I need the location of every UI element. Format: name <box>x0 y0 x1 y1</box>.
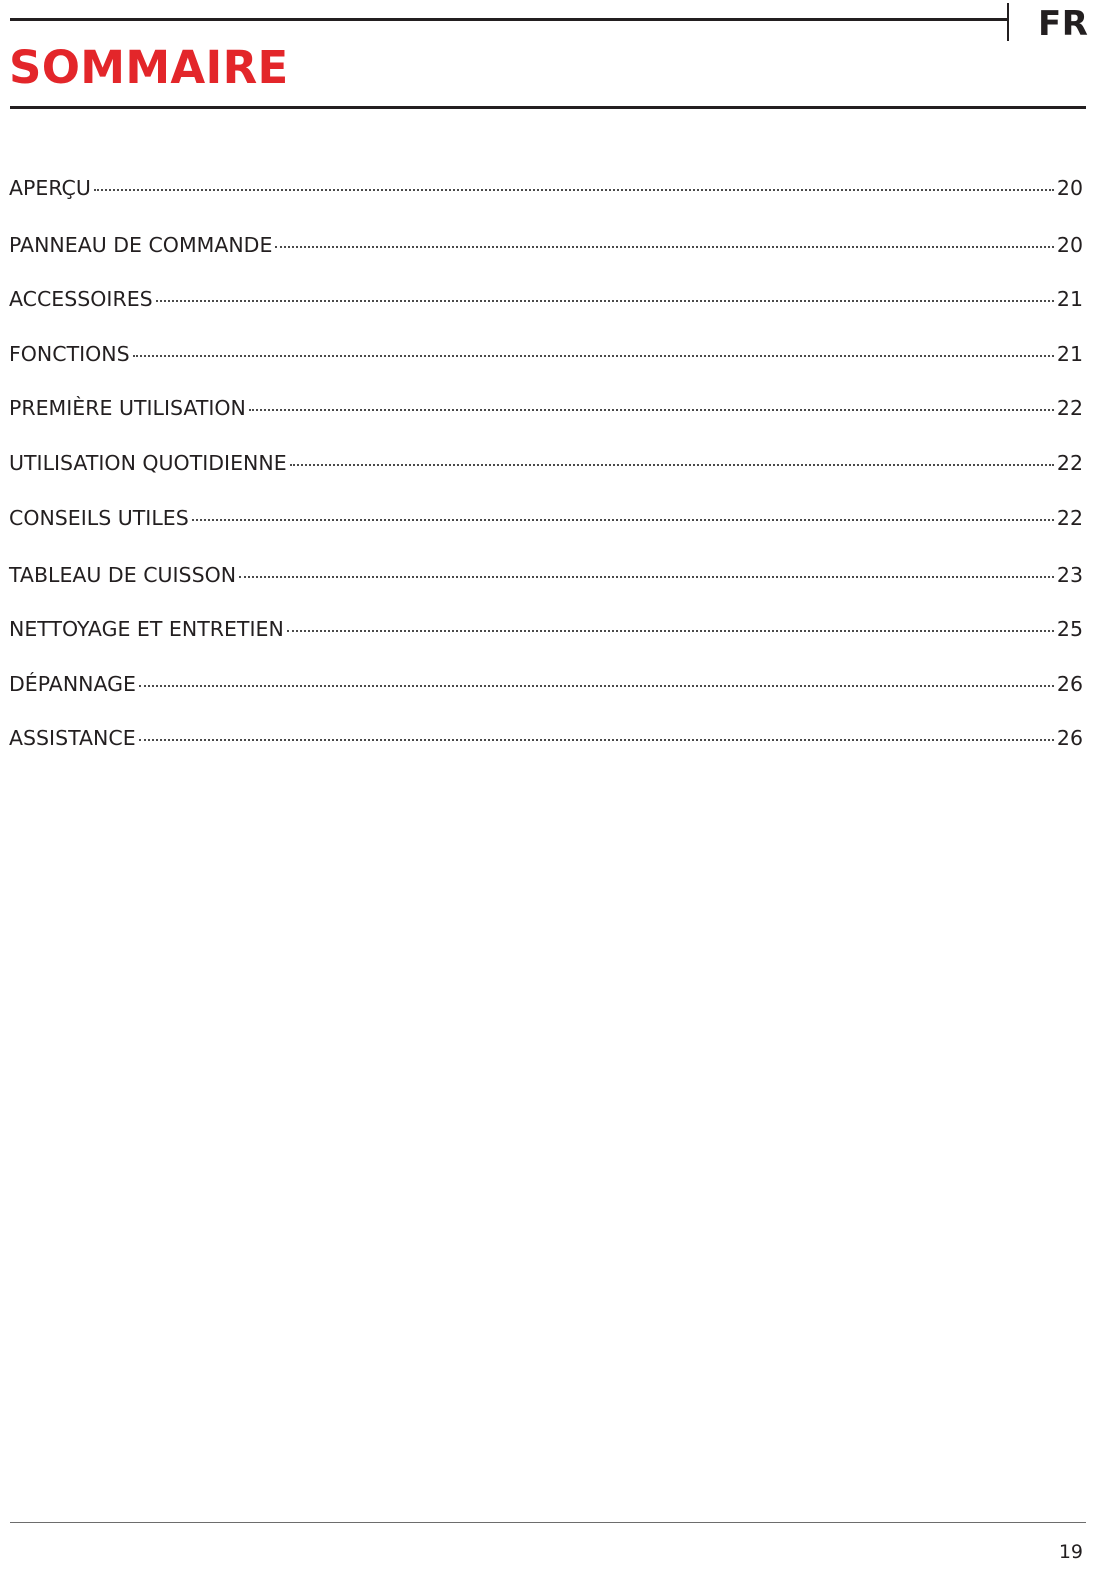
toc-dot-leader <box>290 464 1054 466</box>
toc-entry-nettoyage-et-entretien[interactable] <box>9 614 1083 644</box>
toc-dot-leader <box>275 246 1053 248</box>
toc-entry-page: 26 <box>1056 726 1083 750</box>
toc-entry-label: FONCTIONS <box>9 342 130 366</box>
toc-entry-page: 23 <box>1056 563 1083 587</box>
toc-entry-label: UTILISATION QUOTIDIENNE <box>9 451 287 475</box>
toc-entry-page: 21 <box>1056 287 1083 311</box>
toc-entry-label: CONSEILS UTILES <box>9 506 189 530</box>
title-underline-rule <box>10 106 1086 109</box>
toc-entry-label: TABLEAU DE CUISSON <box>9 563 237 587</box>
toc-dot-leader <box>287 630 1054 632</box>
toc-entry-tableau-de-cuisson[interactable] <box>9 560 1083 590</box>
toc-dot-leader <box>156 300 1054 302</box>
toc-entry-label: PANNEAU DE COMMANDE <box>9 233 273 257</box>
toc-entry-page: 22 <box>1056 396 1083 420</box>
toc-entry-label: DÉPANNAGE <box>9 672 136 696</box>
language-badge: FR <box>1038 4 1089 44</box>
toc-entry-premiere-utilisation[interactable] <box>9 393 1083 423</box>
toc-dot-leader <box>139 739 1054 741</box>
header-divider-tick <box>1007 3 1009 41</box>
toc-entry-label: NETTOYAGE ET ENTRETIEN <box>9 617 284 641</box>
toc-dot-leader <box>133 355 1054 357</box>
header-top-rule <box>10 18 1008 21</box>
toc-entry-page: 20 <box>1056 233 1083 257</box>
toc-entry-page: 22 <box>1056 451 1083 475</box>
toc-entry-page: 25 <box>1056 617 1083 641</box>
toc-entry-page: 26 <box>1056 672 1083 696</box>
toc-dot-leader <box>139 685 1054 687</box>
toc-dot-leader <box>239 576 1054 578</box>
toc-entry-conseils-utiles[interactable] <box>9 503 1083 533</box>
page-title: SOMMAIRE <box>9 41 289 94</box>
toc-entry-page: 21 <box>1056 342 1083 366</box>
toc-entry-apercu[interactable] <box>9 173 1083 203</box>
toc-entry-fonctions[interactable] <box>9 339 1083 369</box>
toc-entry-utilisation-quotidienne[interactable] <box>9 448 1083 478</box>
toc-entry-label: PREMIÈRE UTILISATION <box>9 396 246 420</box>
toc-entry-page: 20 <box>1056 176 1083 200</box>
page-number: 19 <box>1058 1541 1083 1563</box>
toc-entry-label: ACCESSOIRES <box>9 287 153 311</box>
toc-dot-leader <box>249 409 1054 411</box>
toc-entry-panneau-de-commande[interactable] <box>9 230 1083 260</box>
toc-dot-leader <box>192 519 1054 521</box>
footer-rule <box>10 1522 1086 1523</box>
toc-entry-label: APERÇU <box>9 176 91 200</box>
toc-entry-label: ASSISTANCE <box>9 726 136 750</box>
toc-dot-leader <box>94 189 1054 191</box>
toc-entry-accessoires[interactable] <box>9 284 1083 314</box>
toc-entry-assistance[interactable] <box>9 723 1083 753</box>
toc-entry-page: 22 <box>1056 506 1083 530</box>
toc-entry-depannage[interactable] <box>9 669 1083 699</box>
